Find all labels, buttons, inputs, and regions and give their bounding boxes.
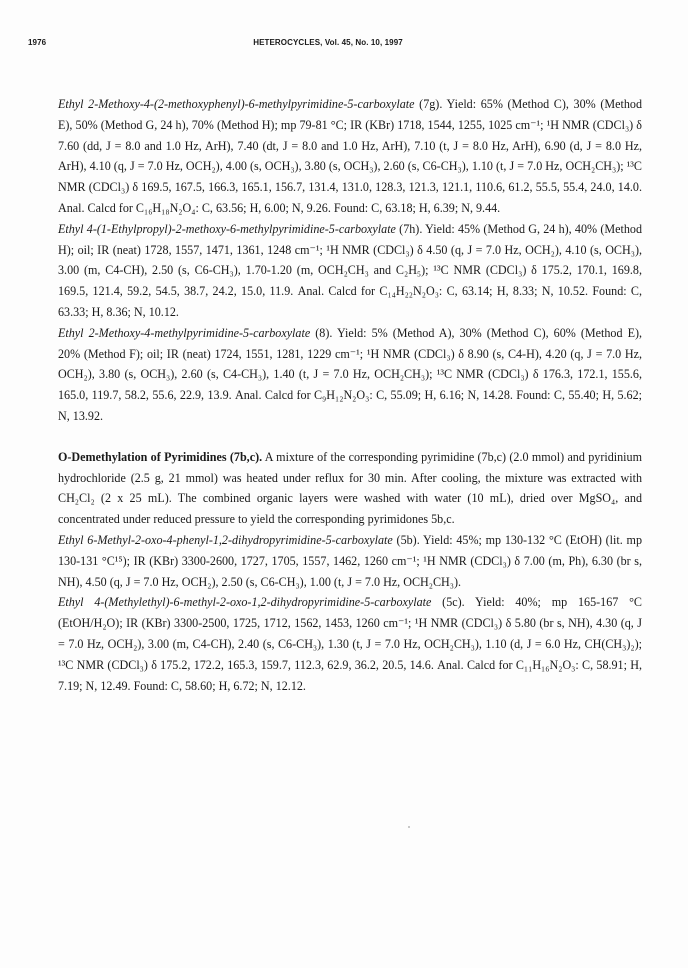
- compound-title: Ethyl 4-(1-Ethylpropyl)-2-methoxy-6-methylpyrimidine-5-carboxylate: [58, 221, 396, 236]
- compound-entry-5b: [58, 530, 642, 592]
- compound-data: (8). Yield: 5% (Method A), 30% (Method C), 60% (Method E), 20% (Method F); oil; IR (neat) 1724, 1551, 1281, 1229 cm⁻¹; ¹H NMR (CDCl₃) δ 8.90 (s, C4-H), 4.20 (q, J = 7.0 Hz, OCH₂), 3.80 (s, OCH₃), 2.60 (s, C4-CH₃), 1.40 (t, J = 7.0 Hz, OCH₂CH₃); ¹³C NMR (CDCl₃) δ 176.3, 172.1, 155.6, 165.0, 119.7, 58.2, 55.6, 22.9, 13.9. Anal. Calcd for C₉H₁₂N₂O₃: C, 55.09; H, 6.16; N, 14.28. Found: C, 55.40; H, 5.62; N, 13.92.: [58, 325, 643, 423]
- compound-title: Ethyl 6-Methyl-2-oxo-4-phenyl-1,2-dihydropyrimidine-5-carboxylate: [58, 532, 393, 547]
- article-body: [58, 94, 642, 696]
- compound-title: Ethyl 2-Methoxy-4-methylpyrimidine-5-carboxylate: [58, 325, 311, 340]
- section-gap: [58, 427, 642, 447]
- compound-title: Ethyl 2-Methoxy-4-(2-methoxyphenyl)-6-methylpyrimidine-5-carboxylate: [58, 97, 415, 111]
- compound-data: (7g). Yield: 65% (Method C), 30% (Method E), 50% (Method G, 24 h), 70% (Method H); mp 79-81 °C; IR (KBr) 1718, 1544, 1255, 1025 cm⁻¹; ¹H NMR (CDCl₃) δ 7.60 (dd, J = 8.0 and 1.0 Hz, ArH), 7.40 (dt, J = 8.0 and 1.0 Hz, ArH), 7.10 (t, J = 8.0 Hz, ArH), 6.90 (d, J = 8.0 Hz, ArH), 4.10 (q, J = 7.0 Hz, OCH₂), 4.00 (s, OCH₃), 3.80 (s, OCH₃), 2.60 (s, C6-CH₃), 1.10 (t, J = 7.0 Hz, OCH₂CH₃); ¹³C NMR (CDCl₃) δ 169.5, 167.5, 166.3, 165.1, 156.7, 131.4, 131.0, 128.3, 121.3, 121.1, 110.6, 61.2, 55.5, 55.4, 24.0, 14.0. Anal. Calcd for C₁₆H₁₈N₂O₄: C, 63.56; H, 6.00; N, 9.26. Found: C, 63.18; H, 6.39; N, 9.44.: [58, 97, 642, 215]
- procedure-text: A mixture of the corresponding pyrimidine (7b,c) (2.0 mmol) and pyridinium hydrochloride (2.5 g, 21 mmol) was heated under reflux for 30 min. After cooling, the mixture was extracted with CH₂Cl₂ (2 x 25 mL). The combined organic layers were washed with water (10 mL), dried over MgSO₄, and concentrated under reduced pressure to yield the corresponding pyrimidones 5b,c.: [58, 449, 642, 527]
- compound-data: (7h). Yield: 45% (Method G, 24 h), 40% (Method H); oil; IR (neat) 1728, 1557, 1471, 1361, 1248 cm⁻¹; ¹H NMR (CDCl₃) δ 4.50 (q, J = 7.0 Hz, OCH₂), 4.10 (s, OCH₃), 3.00 (m, C4-CH), 2.50 (s, C6-CH₃), 1.70-1.20 (m, OCH₂CH₃ and C₂H₅); ¹³C NMR (CDCl₃) δ 175.2, 170.1, 169.8, 169.5, 121.4, 59.2, 54.5, 38.7, 24.2, 15.0, 11.9. Anal. Calcd for C₁₄H₂₂N₂O₃: C, 63.14; H, 8.33; N, 10.52. Found: C, 63.33; H, 8.36; N, 10.12.: [58, 221, 642, 319]
- compound-entry-8: [58, 323, 642, 427]
- page-number: 1976: [28, 38, 47, 47]
- compound-entry-7h: [58, 219, 642, 323]
- procedure-paragraph: [58, 447, 642, 530]
- compound-title: Ethyl 4-(Methylethyl)-6-methyl-2-oxo-1,2-dihydropyrimidine-5-carboxylate: [58, 595, 432, 610]
- compound-entry-7g: [58, 94, 642, 219]
- compound-data: (5c). Yield: 40%; mp 165-167 °C (EtOH/H₂O); IR (KBr) 3300-2500, 1725, 1712, 1562, 1453, 1260 cm⁻¹; ¹H NMR (CDCl₃) δ 5.80 (br s, NH), 4.30 (q, J = 7.0 Hz, OCH₂), 3.00 (m, C4-CH), 2.40 (s, C6-CH₃), 1.30 (t, J = 7.0 Hz, OCH₂CH₃), 1.10 (d, J = 6.0 Hz, CH(CH₃)₂); ¹³C NMR (CDCl₃) δ 175.2, 172.2, 165.3, 159.7, 112.3, 62.9, 36.2, 20.5, 14.6. Anal. Calcd for C₁₁H₁₆N₂O₃: C, 58.91; H, 7.19; N, 12.49. Found: C, 58.60; H, 6.72; N, 12.12.: [58, 595, 642, 693]
- compound-entry-5c: [58, 592, 642, 696]
- journal-citation: HETEROCYCLES, Vol. 45, No. 10, 1997: [253, 38, 403, 47]
- scan-speck: [408, 826, 410, 828]
- compound-data: (5b). Yield: 45%; mp 130-132 °C (EtOH) (lit. mp 130-131 °C¹⁵); IR (KBr) 3300-2600, 1727, 1705, 1557, 1462, 1260 cm⁻¹; ¹H NMR (CDCl₃) δ 7.00 (m, Ph), 6.30 (br s, NH), 4.50 (q, J = 7.0 Hz, OCH₂), 2.50 (s, C6-CH₃), 1.00 (t, J = 7.0 Hz, OCH₂CH₃).: [58, 532, 643, 589]
- section-heading: O-Demethylation of Pyrimidines (7b,c).: [58, 449, 263, 464]
